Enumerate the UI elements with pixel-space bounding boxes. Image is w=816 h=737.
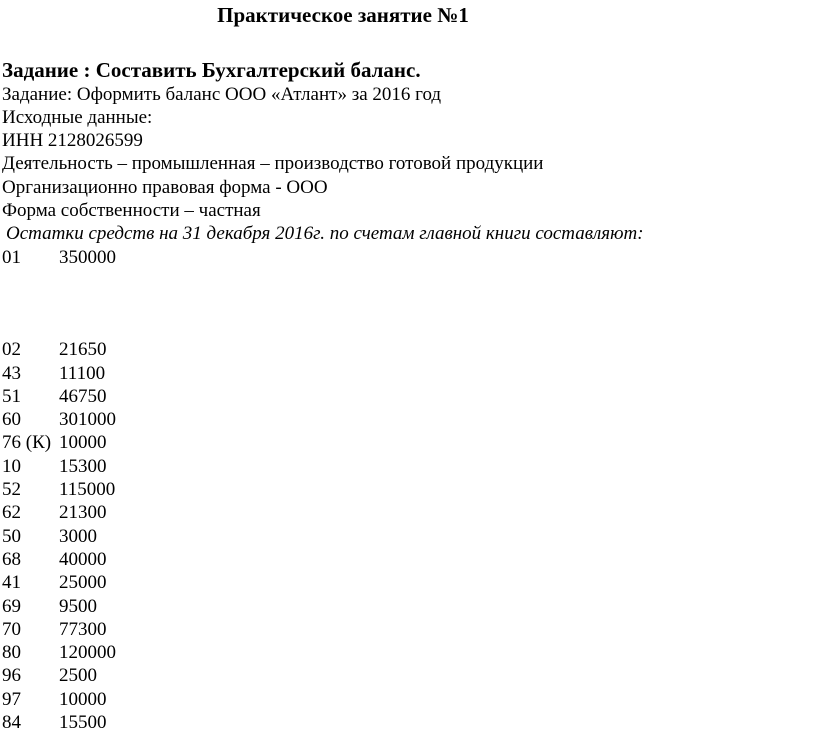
task-line: Задание: Оформить баланс ООО «Атлант» за 2016 год [2, 84, 442, 105]
account-row [2, 641, 302, 664]
account-amount: 21650 [59, 339, 107, 361]
account-amount: 77300 [59, 618, 107, 640]
account-amount: 40000 [59, 548, 107, 570]
account-row [2, 688, 302, 711]
account-code: 69 [2, 595, 21, 617]
account-amount: 9500 [59, 595, 97, 617]
activity-line: Деятельность – промышленная – производство готовой продукции [2, 153, 544, 174]
account-row [2, 595, 302, 618]
account-row [2, 431, 302, 454]
account-row [2, 362, 302, 385]
account-row [2, 548, 302, 571]
account-code: 01 [2, 247, 21, 268]
account-code: 70 [2, 618, 21, 640]
account-amount: 21300 [59, 502, 107, 524]
balances-intro: Остатки средств на 31 декабря 2016г. по счетам главной книги составляют: [6, 223, 644, 244]
account-code: 62 [2, 502, 21, 524]
account-amount: 11100 [59, 362, 106, 384]
accounts-list [2, 246, 302, 734]
account-code: 97 [2, 688, 21, 710]
account-amount: 3000 [59, 525, 97, 547]
account-amount: 120000 [59, 642, 116, 664]
account-amount: 10000 [59, 688, 107, 710]
account-row [2, 338, 302, 361]
account-code: 76 (К) [2, 432, 52, 454]
account-row [2, 246, 302, 269]
account-code: 80 [2, 642, 21, 664]
account-code: 96 [2, 665, 21, 687]
account-code: 02 [2, 339, 21, 361]
account-row [2, 711, 302, 734]
account-row [2, 408, 302, 431]
account-amount: 46750 [59, 385, 107, 407]
account-amount: 25000 [59, 572, 107, 594]
account-row [2, 501, 302, 524]
account-row [2, 571, 302, 594]
account-code: 51 [2, 385, 21, 407]
account-row [2, 664, 302, 687]
account-row [2, 525, 302, 548]
account-amount: 115000 [59, 479, 116, 501]
initial-data-label: Исходные данные: [2, 107, 153, 128]
account-amount: 350000 [59, 247, 116, 268]
account-row [2, 478, 302, 501]
account-amount: 15500 [59, 712, 107, 734]
blank-gap [2, 269, 302, 338]
account-code: 52 [2, 479, 21, 501]
account-code: 50 [2, 525, 21, 547]
account-code: 60 [2, 409, 21, 431]
account-code: 10 [2, 455, 21, 477]
inn-line: ИНН 2128026599 [2, 130, 143, 151]
account-row [2, 455, 302, 478]
account-code: 41 [2, 572, 21, 594]
account-amount: 10000 [59, 432, 107, 454]
account-amount: 301000 [59, 409, 116, 431]
ownership-line: Форма собственности – частная [2, 200, 261, 221]
page-title: Практическое занятие №1 [217, 3, 469, 27]
account-amount: 15300 [59, 455, 107, 477]
legal-form-line: Организационно правовая форма - ООО [2, 177, 328, 198]
account-row [2, 618, 302, 641]
account-row [2, 385, 302, 408]
account-code: 68 [2, 548, 21, 570]
account-code: 84 [2, 712, 21, 734]
account-amount: 2500 [59, 665, 97, 687]
task-heading: Задание : Составить Бухгалтерский баланс. [2, 58, 421, 82]
account-code: 43 [2, 362, 21, 384]
